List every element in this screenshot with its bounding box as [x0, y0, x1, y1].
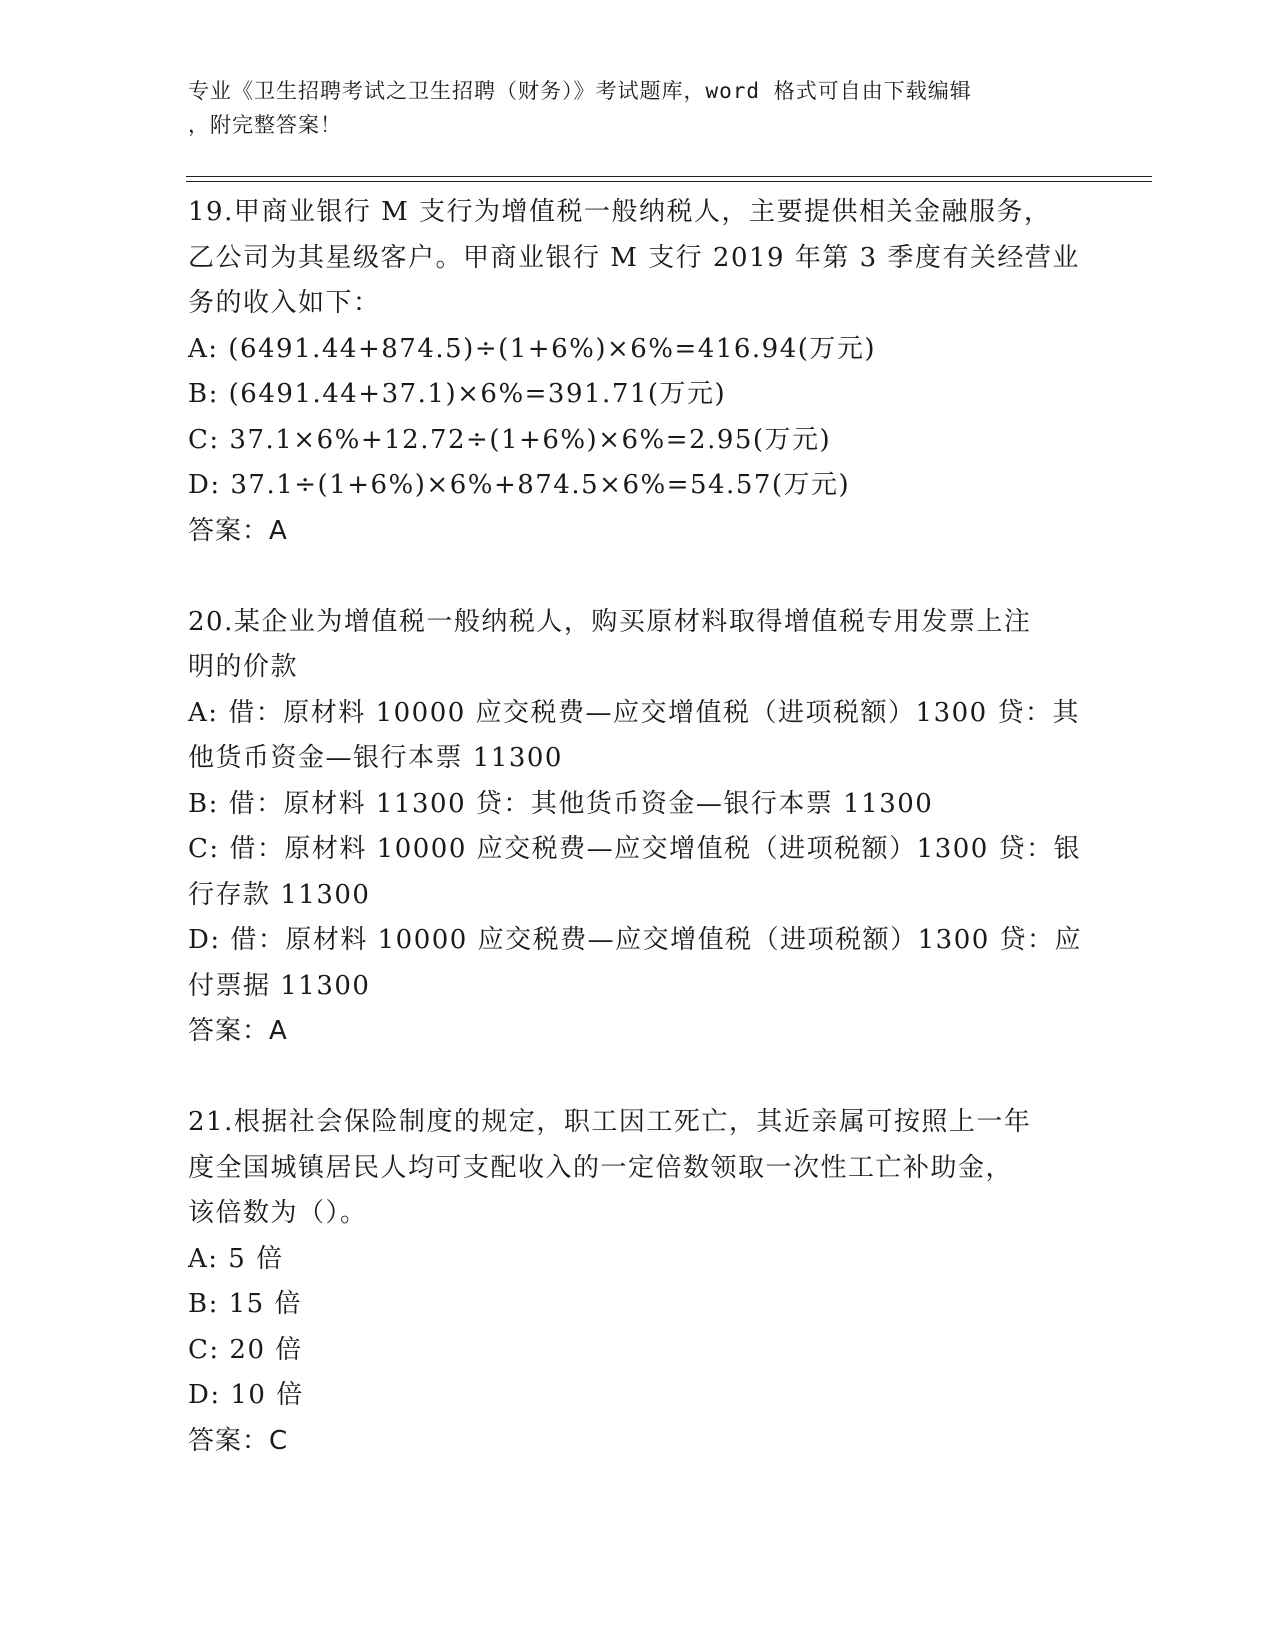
question-stem-line: 21.根据社会保险制度的规定，职工因工死亡，其近亲属可按照上一年: [188, 1107, 1032, 1137]
header-line: 专业《卫生招聘考试之卫生招聘（财务）》考试题库，word 格式可自由下载编辑: [188, 79, 972, 103]
option-d: D: 借：原材料 10000 应交税费—应交增值税（进项税额）1300 贷：应: [188, 925, 1083, 955]
question-20: [188, 600, 1088, 1055]
spacer: [188, 1055, 1088, 1101]
option-a: A: (6491.44+874.5)÷(1+6%)×6%=416.94(万元): [188, 333, 877, 364]
question-stem-line: 乙公司为其星级客户。甲商业银行 M 支行 2019 年第 3 季度有关经营业: [188, 242, 1080, 273]
question-19: [188, 190, 1088, 554]
option-c: C: 37.1×6%+12.72÷(1+6%)×6%=2.95(万元): [188, 424, 832, 455]
question-stem-line: 20.某企业为增值税一般纳税人，购买原材料取得增值税专用发票上注: [188, 606, 1032, 637]
spacer: [188, 554, 1088, 600]
option-c: C: 借：原材料 10000 应交税费—应交增值税（进项税额）1300 贷：银: [188, 834, 1082, 864]
option-b: B: (6491.44+37.1)×6%=391.71(万元): [188, 379, 727, 409]
option-c-continued: 行存款 11300: [188, 879, 371, 910]
option-d-continued: 付票据 11300: [188, 970, 371, 1001]
question-21: [188, 1100, 1088, 1464]
answer-label: 答案：A: [188, 1016, 288, 1046]
document-header: [188, 74, 1088, 142]
option-b: B: 15 倍: [188, 1289, 302, 1319]
header-line: ，附完整答案！: [188, 113, 342, 137]
question-stem-line: 度全国城镇居民人均可支配收入的一定倍数领取一次性工亡补助金，: [188, 1152, 1014, 1183]
option-c: C: 20 倍: [188, 1334, 303, 1365]
question-stem-line: 19.甲商业银行 M 支行为增值税一般纳税人，主要提供相关金融服务，: [188, 197, 1052, 227]
answer-label: 答案：A: [188, 515, 288, 546]
question-stem-line: 明的价款: [188, 652, 299, 682]
option-b: B: 借：原材料 11300 贷：其他货币资金—银行本票 11300: [188, 788, 934, 819]
option-a-continued: 他货币资金—银行本票 11300: [188, 743, 563, 773]
header-divider: [186, 181, 1152, 182]
header-divider: [186, 176, 1152, 177]
option-a: A: 借：原材料 10000 应交税费—应交增值税（进项税额）1300 贷：其: [188, 697, 1080, 728]
question-list: [188, 190, 1088, 1464]
option-a: A: 5 倍: [188, 1243, 284, 1274]
option-d: D: 10 倍: [188, 1380, 304, 1410]
question-stem-line: 务的收入如下：: [188, 288, 381, 318]
answer-label: 答案：C: [188, 1425, 289, 1456]
question-stem-line: 该倍数为（）。: [188, 1198, 368, 1228]
option-d: D: 37.1÷(1+6%)×6%+874.5×6%=54.57(万元): [188, 470, 851, 500]
